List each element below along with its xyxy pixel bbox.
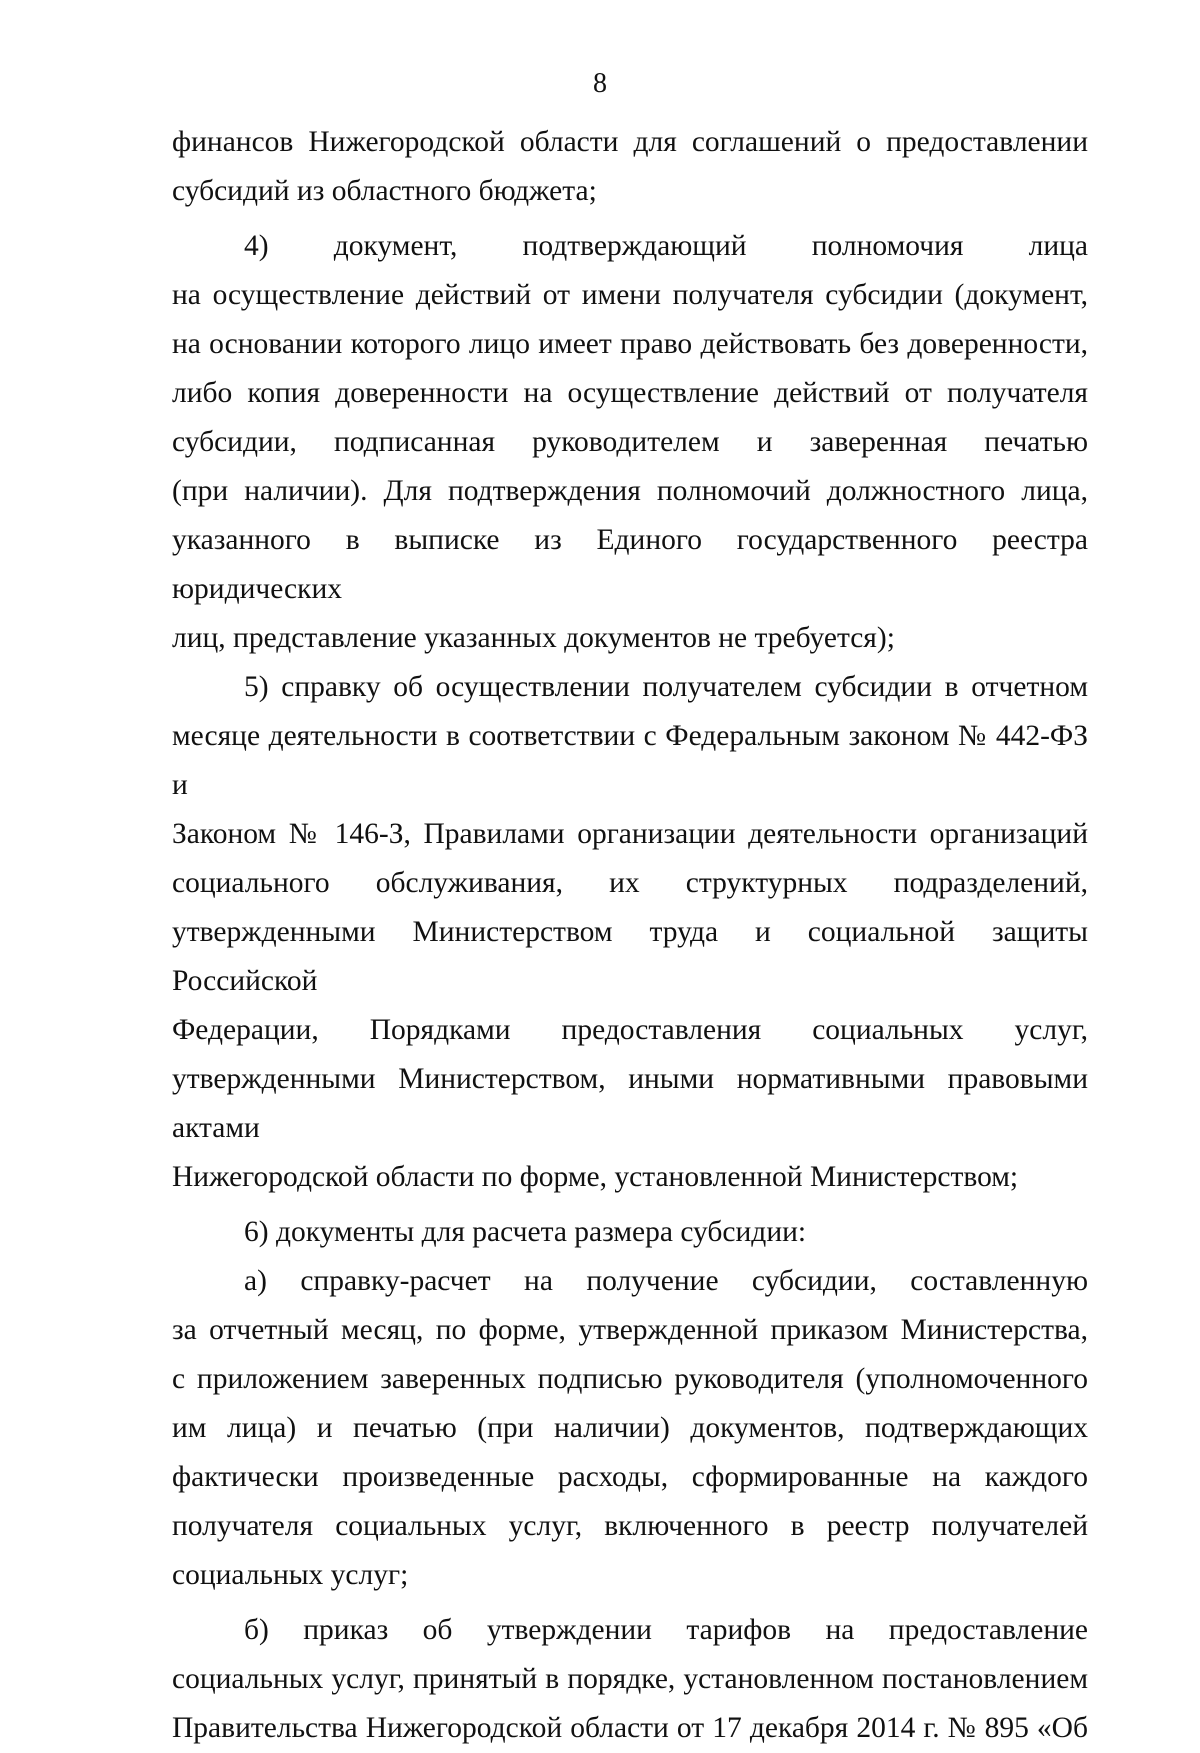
text-line: указанного в выписке из Единого государственного реестра юридических	[172, 524, 1088, 605]
text-line: (при наличии). Для подтверждения полномочий должностного лица,	[172, 475, 1088, 507]
text-line: финансов Нижегородской области для соглашений о предоставлении	[172, 126, 1088, 158]
text-line: Правительства Нижегородской области от 17 декабря 2014 г. № 895 «Об	[172, 1712, 1088, 1744]
paragraph-item-6	[172, 1208, 1088, 1257]
paragraph-subitem-b	[172, 1606, 1088, 1753]
text-line: на осуществление действий от имени получателя субсидии (документ,	[172, 279, 1088, 311]
text-line: 4) документ, подтверждающий полномочия лица	[244, 230, 1088, 262]
text-line: 5) справку об осуществлении получателем субсидии в отчетном	[244, 671, 1088, 703]
text-line: субсидии, подписанная руководителем и заверенная печатью	[172, 426, 1088, 458]
text-line: за отчетный месяц, по форме, утвержденной приказом Министерства,	[172, 1314, 1088, 1346]
paragraph-item-4	[172, 222, 1088, 663]
text-line: утвержденными Министерством, иными нормативными правовыми актами	[172, 1063, 1088, 1144]
text-line: Законом № 146-З, Правилами организации деятельности организаций	[172, 818, 1088, 850]
text-line: Федерации, Порядками предоставления социальных услуг,	[172, 1014, 1088, 1046]
document-body	[172, 118, 1088, 1753]
text-line: субсидий из областного бюджета;	[172, 175, 597, 207]
paragraph-continuation	[172, 118, 1088, 216]
paragraph-item-5	[172, 663, 1088, 1202]
text-line: б) приказ об утверждении тарифов на предоставление	[244, 1614, 1088, 1646]
page-number: 8	[593, 68, 607, 99]
text-line: социальных услуг;	[172, 1559, 409, 1591]
text-line: лиц, представление указанных документов не требуется);	[172, 622, 895, 654]
text-line: получателя социальных услуг, включенного в реестр получателей	[172, 1510, 1088, 1542]
text-line: социального обслуживания, их структурных подразделений,	[172, 867, 1088, 899]
text-line: месяце деятельности в соответствии с Федеральным законом № 442-ФЗ и	[172, 720, 1088, 801]
text-line: утвержденными Министерством труда и социальной защиты Российской	[172, 916, 1088, 997]
text-line: им лица) и печатью (при наличии) документов, подтверждающих	[172, 1412, 1088, 1444]
text-line: либо копия доверенности на осуществление действий от получателя	[172, 377, 1088, 409]
text-line: на основании которого лицо имеет право действовать без доверенности,	[172, 328, 1088, 360]
text-line: социальных услуг, принятый в порядке, установленном постановлением	[172, 1663, 1088, 1695]
text-line: а) справку-расчет на получение субсидии, составленную	[244, 1265, 1088, 1297]
text-line: 6) документы для расчета размера субсидии:	[244, 1216, 807, 1248]
text-line: Нижегородской области по форме, установленной Министерством;	[172, 1161, 1019, 1193]
text-line: фактически произведенные расходы, сформированные на каждого	[172, 1461, 1088, 1493]
paragraph-subitem-a	[172, 1257, 1088, 1600]
text-line: с приложением заверенных подписью руководителя (уполномоченного	[172, 1363, 1088, 1395]
